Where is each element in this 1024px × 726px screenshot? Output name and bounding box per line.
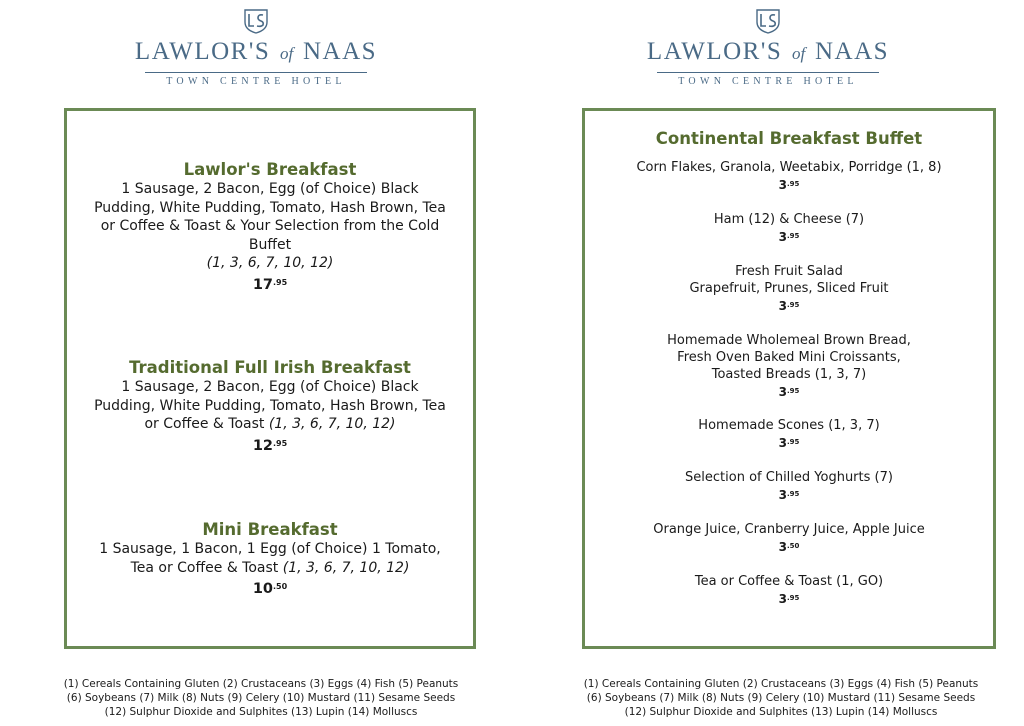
buffet-item-name: Homemade Wholemeal Brown Bread, (667, 333, 911, 348)
hotel-name: LAWLOR'S of NAAS (134, 38, 378, 65)
crest-icon (243, 8, 269, 34)
buffet-item (585, 573, 993, 607)
buffet-item-price: $3^{.95}$ (778, 488, 800, 502)
buffet-item-price: $3^{.95}$ (778, 230, 800, 244)
buffet-item (585, 469, 993, 503)
buffet-item (585, 159, 993, 193)
buffet-item-price: $3^{.95}$ (778, 299, 800, 313)
buffet-item-name: Corn Flakes, Granola, Weetabix, Porridge (1, 8) (636, 160, 942, 175)
item-allergens: (1, 3, 6, 7, 10, 12) (282, 559, 410, 576)
allergen-legend-line: (1) Cereals Containing Gluten (2) Crustaceans (3) Eggs (4) Fish (5) Peanuts (583, 678, 979, 690)
item-allergens: (1, 3, 6, 7, 10, 12) (206, 255, 334, 271)
hotel-logo (512, 8, 1024, 88)
logo-divider (657, 72, 879, 73)
item-allergens: (1, 3, 6, 7, 10, 12) (268, 416, 396, 432)
logo-divider (145, 72, 367, 73)
item-description: 1 Sausage, 2 Bacon, Egg (of Choice) Black Pudding, White Pudding, Tomato, Hash Brown, Tea or Coffee & Toast (1, 3, 6, 7, 10, 12) (94, 379, 446, 432)
buffet-item-name: Orange Juice, Cranberry Juice, Apple Juice (653, 522, 925, 537)
buffet-item-price: $3^{.95}$ (778, 436, 800, 450)
item-price: $12^{.95}$ (252, 437, 288, 454)
section-title: Continental Breakfast Buffet (655, 129, 923, 148)
buffet-item (585, 417, 993, 451)
hotel-tagline: TOWN CENTRE HOTEL (678, 76, 858, 87)
allergen-legend-line: (6) Soybeans (7) Milk (8) Nuts (9) Celery (10) Mustard (11) Sesame Seeds (66, 692, 456, 704)
buffet-item-name: Grapefruit, Prunes, Sliced Fruit (689, 281, 889, 296)
buffet-item (585, 332, 993, 400)
buffet-item (585, 521, 993, 555)
allergen-legend-line: (6) Soybeans (7) Milk (8) Nuts (9) Celery (10) Mustard (11) Sesame Seeds (586, 692, 976, 704)
allergen-legend-line: (1) Cereals Containing Gluten (2) Crustaceans (3) Eggs (4) Fish (5) Peanuts (63, 678, 459, 690)
buffet-item-name: Tea or Coffee & Toast (1, GO) (694, 574, 884, 589)
item-title: Mini Breakfast (202, 520, 338, 539)
item-description: 1 Sausage, 1 Bacon, 1 Egg (of Choice) 1 Tomato, Tea or Coffee & Toast (1, 3, 6, 7, 10, 12) (99, 541, 441, 576)
crest-icon (755, 8, 781, 34)
menu-frame (64, 108, 476, 649)
buffet-item (585, 211, 993, 245)
buffet-item (585, 263, 993, 314)
hotel-tagline: TOWN CENTRE HOTEL (166, 76, 346, 87)
hotel-name: LAWLOR'S of NAAS (646, 38, 890, 65)
right-menu-page (512, 0, 1024, 726)
buffet-item-name: Selection of Chilled Yoghurts (7) (685, 470, 893, 485)
allergen-legend-line: (12) Sulphur Dioxide and Sulphites (13) Lupin (14) Molluscs (624, 706, 938, 718)
allergen-legend (0, 677, 512, 719)
item-price: $10^{.50}$ (252, 581, 288, 597)
buffet-item-price: $3^{.95}$ (778, 592, 800, 606)
item-description: 1 Sausage, 2 Bacon, Egg (of Choice) Black Pudding, White Pudding, Tomato, Hash Brown, Tea or Coffee & Toast & Your Selection from the Cold Buffet (1, 3, 6, 7, 10, 12) (94, 181, 446, 271)
buffet-item-name: Homemade Scones (1, 3, 7) (698, 418, 880, 433)
buffet-item-price: $3^{.95}$ (778, 178, 800, 192)
item-title: Traditional Full Irish Breakfast (129, 358, 411, 377)
menu-item (67, 520, 473, 599)
allergen-legend (512, 677, 1024, 719)
buffet-item-name: Fresh Fruit Salad (735, 264, 843, 279)
menu-item (67, 358, 473, 456)
menu-frame (582, 108, 996, 649)
buffet-item-price: $3^{.50}$ (778, 540, 800, 554)
item-title: Lawlor's Breakfast (183, 160, 357, 179)
allergen-legend-line: (12) Sulphur Dioxide and Sulphites (13) Lupin (14) Molluscs (104, 706, 418, 718)
menu-item (67, 160, 473, 295)
item-price: $17^{.95}$ (252, 276, 288, 293)
buffet-item-name: Fresh Oven Baked Mini Croissants, (677, 350, 901, 365)
buffet-item-name: Toasted Breads (1, 3, 7) (711, 367, 867, 382)
buffet-item-price: $3^{.95}$ (778, 385, 800, 399)
buffet-item-name: Ham (12) & Cheese (7) (713, 212, 865, 227)
hotel-logo (0, 8, 512, 88)
